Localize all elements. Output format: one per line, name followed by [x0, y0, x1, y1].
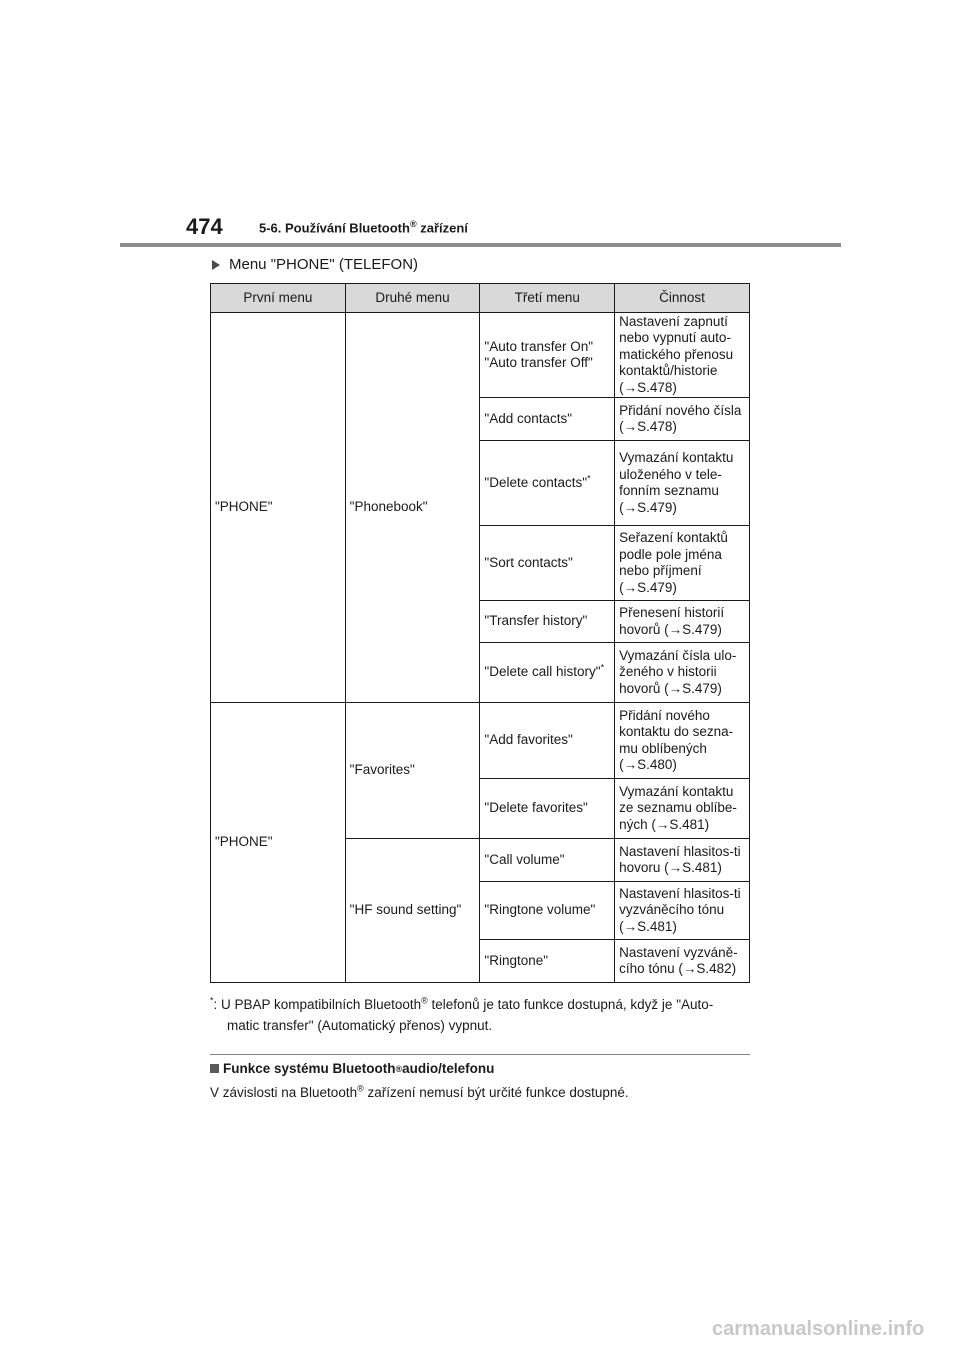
body-text-a: V závislosti na Bluetooth — [210, 1085, 358, 1100]
registered-mark: ® — [409, 219, 417, 229]
third-menu-cell: "Add favorites" — [480, 703, 615, 779]
action-cell: Nastavení zapnutí nebo vypnutí auto-matického přenosu kontaktů/historie (→S.478) — [615, 313, 750, 398]
footnote-star: * — [587, 473, 591, 484]
action-cell: Nastavení vyzváně-cího tónu (→S.482) — [615, 940, 750, 983]
table-row — [211, 313, 750, 398]
registered-mark: ® — [357, 1083, 364, 1094]
footnote-text-b: telefonů je tato funkce dostupná, když je "Auto- — [427, 997, 714, 1012]
header-rule — [120, 243, 841, 247]
third-menu-text: "Delete contacts" — [484, 474, 588, 490]
second-menu-cell: "Favorites" — [345, 703, 480, 839]
column-header-first-menu: První menu — [211, 284, 346, 313]
table-row — [211, 703, 750, 779]
footnote-text-c: matic transfer" (Automatický přenos) vypnut. — [227, 1018, 493, 1033]
section-divider — [210, 1054, 750, 1055]
footnote-star: * — [210, 995, 214, 1006]
footnote-text-a: : U PBAP kompatibilních Bluetooth — [213, 997, 422, 1012]
subheading: Funkce systému Bluetooth ® audio/telefonu — [210, 1061, 494, 1076]
action-cell: Vymazání kontaktu ze seznamu oblíbe-ných (→S.481) — [615, 779, 750, 839]
column-header-second-menu: Druhé menu — [345, 284, 480, 313]
action-cell: Vymazání čísla ulo-ženého v historii hovorů (→S.479) — [615, 643, 750, 703]
section-title-prefix: 5-6. Používání Bluetooth — [259, 220, 410, 236]
column-header-action: Činnost — [615, 284, 750, 313]
first-menu-cell: "PHONE" — [211, 703, 346, 983]
action-cell: Nastavení hlasitos-ti hovoru (→S.481) — [615, 839, 750, 882]
subheading-text-a: Funkce systému Bluetooth — [223, 1061, 396, 1076]
table-header-row — [211, 284, 750, 313]
third-menu-text: "Delete call history" — [484, 664, 601, 680]
body-text-b: zařízení nemusí být určité funkce dostupné. — [363, 1085, 629, 1100]
triangle-right-icon — [212, 260, 220, 270]
second-menu-cell: "Phonebook" — [345, 313, 480, 703]
body-paragraph — [210, 1085, 629, 1100]
square-icon — [210, 1064, 219, 1073]
registered-mark: ® — [421, 995, 428, 1006]
menu-heading — [212, 256, 418, 273]
third-menu-cell: "Transfer history" — [480, 601, 615, 643]
menu-heading-text: Menu "PHONE" (TELEFON) — [229, 256, 419, 273]
subheading-text-b: audio/telefonu — [402, 1061, 495, 1076]
phone-menu-table — [210, 283, 750, 983]
action-cell: Seřazení kontaktů podle pole jména nebo příjmení (→S.479) — [615, 526, 750, 601]
third-menu-cell: "Sort contacts" — [480, 526, 615, 601]
column-header-third-menu: Třetí menu — [480, 284, 615, 313]
section-title — [259, 219, 468, 235]
section-title-suffix: zařízení — [416, 220, 468, 236]
action-cell: Přidání nového čísla (→S.478) — [615, 398, 750, 441]
second-menu-cell: "HF sound setting" — [345, 839, 480, 983]
third-menu-cell: "Ringtone volume" — [480, 882, 615, 940]
footnote-star: * — [600, 662, 605, 673]
third-menu-cell: "Ringtone" — [480, 940, 615, 983]
footnote — [210, 994, 755, 1036]
third-menu-cell: "Delete favorites" — [480, 779, 615, 839]
third-menu-cell — [480, 441, 615, 526]
watermark-link[interactable]: carmanualsonline.info — [712, 1318, 925, 1340]
third-menu-cell: "Add contacts" — [480, 398, 615, 441]
third-menu-cell: "Auto transfer On" "Auto transfer Off" — [480, 313, 615, 398]
action-cell: Přidání nového kontaktu do sezna-mu oblíbených (→S.480) — [615, 703, 750, 779]
action-cell: Přenesení historií hovorů (→S.479) — [615, 601, 750, 643]
third-menu-cell: "Call volume" — [480, 839, 615, 882]
third-menu-cell — [480, 643, 615, 703]
first-menu-cell: "PHONE" — [211, 313, 346, 703]
action-cell: Vymazání kontaktu uloženého v tele-fonním seznamu (→S.479) — [615, 441, 750, 526]
page-number: 474 — [186, 214, 223, 239]
action-cell: Nastavení hlasitos-ti vyzváněcího tónu (→S.481) — [615, 882, 750, 940]
